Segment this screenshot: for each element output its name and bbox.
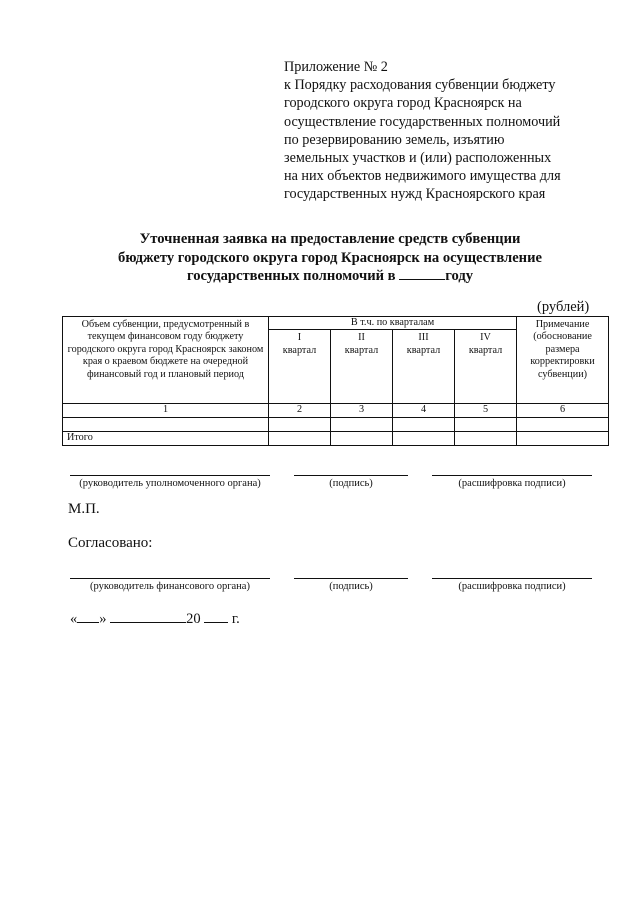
signature-finance-sign-field: [294, 578, 408, 592]
header-main: Объем субвенции, предусмотренный в текущем финансовом году бюджету городского округа город Красноярск законом края о краевом бюджете на очередной финансовый год и плановый период: [63, 317, 269, 404]
signature-line: [432, 475, 592, 476]
signature-decoding-field: [432, 475, 592, 489]
appendix-line: на них объектов недвижимого имущества для: [284, 168, 561, 185]
total-label: Итого: [63, 432, 269, 446]
table-cell: [455, 432, 517, 446]
table-cell: [331, 432, 393, 446]
signature-line: [294, 475, 408, 476]
date-day-blank: [77, 610, 99, 623]
quarter-label: квартал: [282, 344, 317, 356]
date-open-quote: «: [70, 611, 78, 627]
header-quarter-4: [455, 330, 517, 404]
header-note: Примечание (обоснование размера корректировки субвенции): [517, 317, 609, 404]
table-cell: [517, 418, 609, 432]
stamp-place: М.П.: [68, 501, 100, 517]
header-quarters: В т.ч. по кварталам: [269, 317, 517, 330]
signature-line: [432, 578, 592, 579]
signature-caption-finance-head: (руководитель финансового органа): [90, 581, 250, 592]
table-cell: [517, 432, 609, 446]
appendix-line: городского округа город Красноярск на: [284, 95, 522, 112]
quarter-label: квартал: [406, 344, 441, 356]
appendix-line: осуществление государственных полномочий: [284, 113, 561, 130]
table-cell: [269, 418, 331, 432]
appendix-line: государственных нужд Красноярского края: [284, 186, 546, 203]
quarter-numeral: II: [358, 332, 365, 344]
quarter-numeral: III: [418, 332, 429, 344]
signature-caption-finance-decoding: (расшифровка подписи): [458, 581, 566, 592]
header-quarter-1: [269, 330, 331, 404]
title-line-3-prefix: государственных полномочий в: [186, 268, 400, 284]
appendix-line: к Порядку расходования субвенции бюджету: [284, 77, 556, 94]
signature-finance-decoding-field: [432, 578, 592, 592]
signature-finance-head-field: [70, 578, 270, 592]
column-number: 3: [331, 404, 393, 418]
signature-sign-field: [294, 475, 408, 489]
date-year-blank: [204, 610, 228, 623]
quarter-label: квартал: [468, 344, 503, 356]
table-cell: [269, 432, 331, 446]
subvention-table: [62, 316, 609, 446]
table-row: [63, 418, 609, 432]
appendix-line: Приложение № 2: [284, 59, 388, 75]
table-cell: [393, 418, 455, 432]
signature-line: [70, 475, 270, 476]
date-year-suffix: г.: [231, 611, 240, 627]
title-line-3-suffix: году: [445, 268, 474, 284]
header-quarter-3: [393, 330, 455, 404]
column-number: 4: [393, 404, 455, 418]
column-number: 1: [63, 404, 269, 418]
table-cell: [393, 432, 455, 446]
year-blank: [399, 267, 445, 280]
title-line-1: Уточненная заявка на предоставление средств субвенции: [139, 231, 521, 247]
agreed-label: Согласовано:: [68, 535, 153, 551]
table-cell: [455, 418, 517, 432]
title-line-2: бюджету городского округа город Красноярск на осуществление: [118, 249, 542, 266]
column-number: 5: [455, 404, 517, 418]
signature-line: [294, 578, 408, 579]
table-cell: [331, 418, 393, 432]
units-label: (рублей): [537, 299, 590, 315]
column-number: 6: [517, 404, 609, 418]
appendix-block: [284, 58, 604, 204]
date-close-quote: »: [99, 611, 107, 627]
table-cell: [63, 418, 269, 432]
document-title: [60, 230, 600, 286]
signature-caption-head: (руководитель уполномоченного органа): [79, 478, 261, 489]
signature-head-field: [70, 475, 270, 489]
quarter-numeral: I: [297, 332, 302, 344]
date-line: [70, 610, 240, 628]
signature-caption-finance-sign: (подпись): [329, 581, 373, 592]
title-line-3: [60, 267, 600, 286]
header-quarter-2: [331, 330, 393, 404]
signature-caption-decoding: (расшифровка подписи): [458, 478, 566, 489]
appendix-line: земельных участков и (или) расположенных: [284, 150, 552, 167]
quarter-numeral: IV: [480, 332, 491, 344]
date-year-prefix: 20: [186, 611, 201, 627]
column-numbers-row: [63, 404, 609, 418]
signature-caption-sign: (подпись): [329, 478, 373, 489]
appendix-line: по резервированию земель, изъятию: [284, 131, 505, 148]
column-number: 2: [269, 404, 331, 418]
total-row: [63, 432, 609, 446]
date-month-blank: [110, 610, 186, 623]
signature-line: [70, 578, 270, 579]
quarter-label: квартал: [344, 344, 379, 356]
